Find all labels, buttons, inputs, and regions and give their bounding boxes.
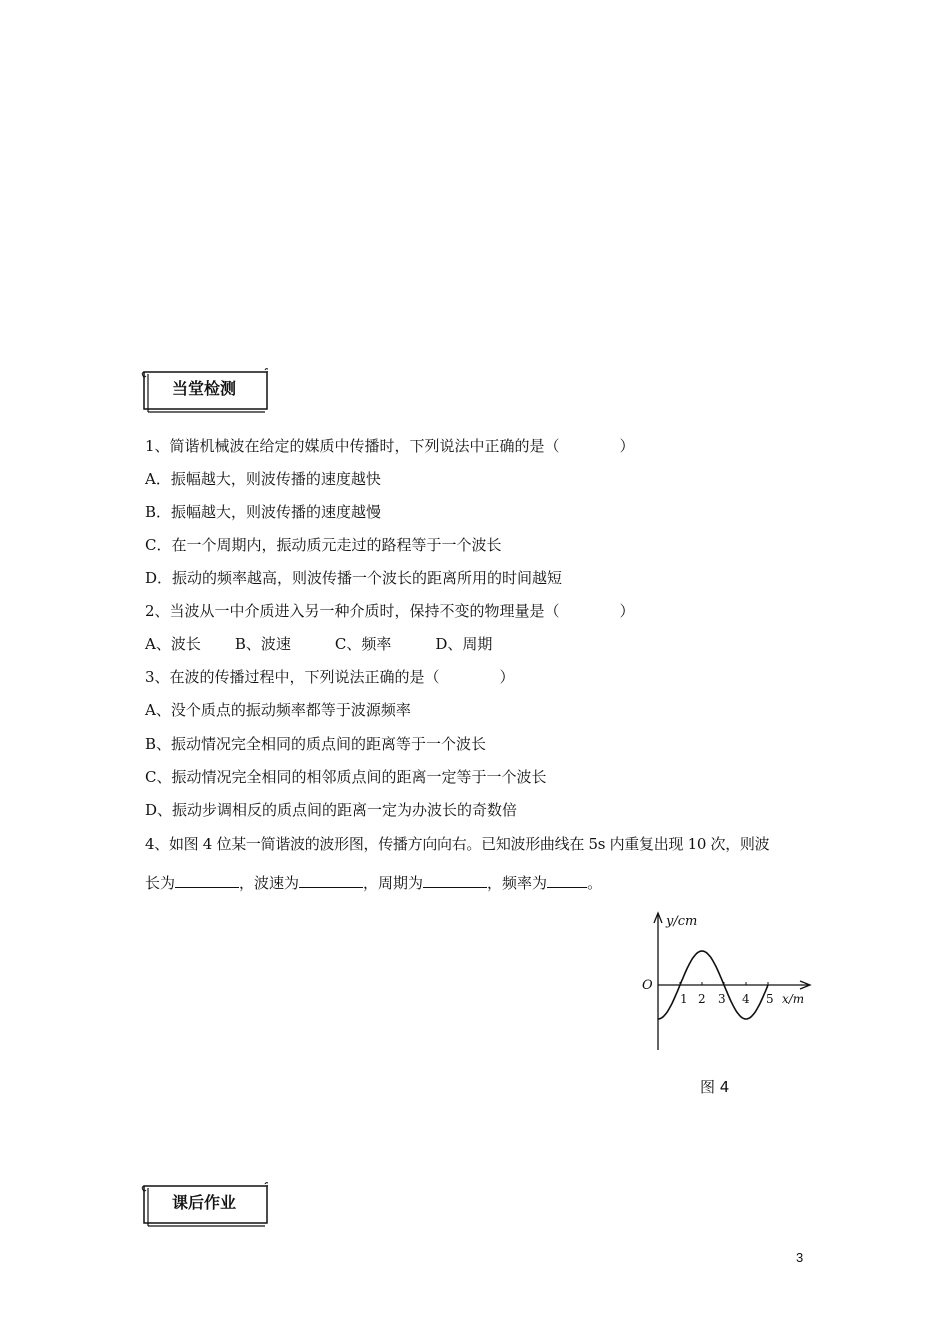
y-axis-label: y/cm [666, 914, 698, 929]
wavelength-answer-blank[interactable] [175, 873, 239, 888]
x-tick-label-4: 4 [742, 992, 750, 1006]
section-banner-in-class [140, 368, 268, 410]
page-number: 3 [796, 1250, 804, 1265]
wave-speed-answer-blank[interactable] [299, 873, 363, 888]
x-tick-label-5: 5 [766, 992, 774, 1006]
question-1-stem: 1、简谐机械波在给定的媒质中传播时，下列说法中正确的是（ ） [145, 437, 635, 455]
x-tick-label-2: 2 [698, 992, 706, 1006]
x-tick-label-1: 1 [680, 992, 688, 1006]
section-banner-homework [140, 1182, 268, 1224]
question-1-option-c: C．在一个周期内，振动质元走过的路程等于一个波长 [145, 536, 502, 554]
question-4-text-3: ，周期为 [363, 874, 424, 892]
figure-caption: 图 4 [700, 1078, 730, 1096]
question-3-option-a: A、没个质点的振动频率都等于波源频率 [145, 701, 411, 719]
question-1-option-b: B．振幅越大，则波传播的速度越慢 [145, 503, 382, 521]
origin-label: O [642, 978, 653, 993]
question-2-option-a: A、波长 [145, 635, 201, 653]
question-2-options [145, 634, 492, 654]
x-axis-label: x/m [782, 992, 805, 1006]
period-answer-blank[interactable] [423, 873, 487, 888]
question-2-option-c: C、频率 [334, 635, 392, 653]
section-title-in-class: 当堂检测 [171, 379, 236, 398]
question-4-text-2: ，波速为 [239, 874, 300, 892]
wave-graph-figure [630, 905, 820, 1055]
question-3-stem: 3、在波的传播过程中，下列说法正确的是（ ） [145, 668, 515, 686]
question-3-option-d: D、振动步调相反的质点间的距离一定为办波长的奇数倍 [145, 801, 518, 819]
question-2-option-b: B、波速 [234, 635, 291, 653]
question-4-text-5: 。 [587, 874, 603, 892]
question-3-option-b: B、振动情况完全相同的质点间的距离等于一个波长 [145, 735, 487, 753]
section-title-homework: 课后作业 [171, 1193, 236, 1212]
question-2-option-d: D、周期 [435, 635, 493, 653]
question-4-line-1: 4、如图 4 位某一简谐波的波形图，传播方向向右。已知波形曲线在 5s 内重复出现 10 次，则波 [145, 835, 770, 853]
question-4-text-1: 长为 [145, 874, 176, 892]
frequency-answer-blank[interactable] [547, 873, 587, 888]
question-4-line-2 [145, 873, 602, 893]
question-3-option-c: C、振动情况完全相同的相邻质点间的距离一定等于一个波长 [145, 768, 547, 786]
x-tick-label-3: 3 [718, 992, 726, 1006]
question-4-text-4: ，频率为 [487, 874, 548, 892]
question-1-option-d: D．振动的频率越高，则波传播一个波长的距离所用的时间越短 [145, 569, 563, 587]
question-2-stem: 2、当波从一中介质进入另一种介质时，保持不变的物理量是（ ） [145, 602, 635, 620]
question-1-option-a: A．振幅越大，则波传播的速度越快 [145, 470, 381, 488]
